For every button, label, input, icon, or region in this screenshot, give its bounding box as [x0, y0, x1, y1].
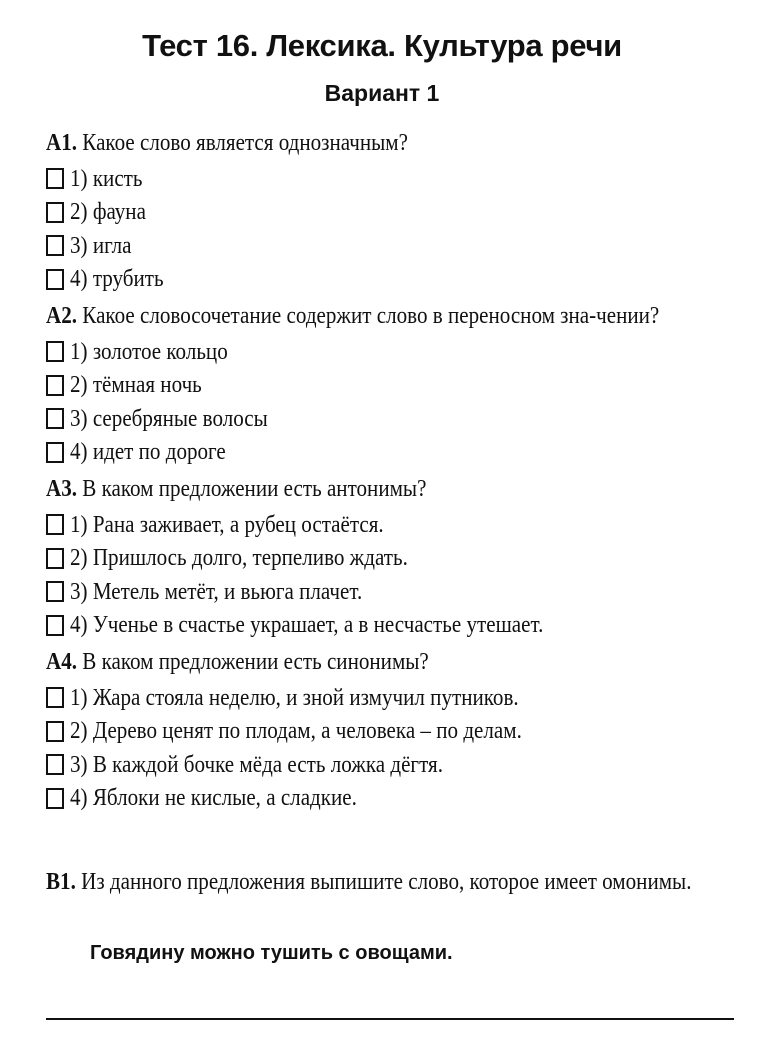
question-prompt: В каком предложении есть синонимы? [77, 648, 429, 675]
checkbox[interactable] [46, 615, 64, 636]
answer-option[interactable] [46, 609, 736, 643]
question-a1 [46, 127, 736, 296]
option-label: 2) Дерево ценят по плодам, а человека – по делам. [70, 717, 522, 745]
option-label: 2) фауна [70, 198, 146, 226]
option-label: 3) игла [70, 231, 132, 259]
checkbox[interactable] [46, 687, 64, 708]
answer-option[interactable] [46, 263, 736, 297]
option-label: 2) тёмная ночь [70, 371, 202, 399]
question-number: А4. [46, 648, 78, 675]
question-a3 [46, 473, 736, 642]
option-label: 2) Пришлось долго, терпеливо ждать. [70, 544, 408, 572]
question-a4 [46, 646, 736, 815]
checkbox[interactable] [46, 235, 64, 256]
checkbox[interactable] [46, 514, 64, 535]
answer-option[interactable] [46, 542, 736, 576]
checkbox[interactable] [46, 721, 64, 742]
question-text [46, 646, 734, 677]
question-text [46, 473, 734, 504]
option-label: 1) Рана заживает, а рубец остаётся. [70, 510, 384, 538]
checkbox[interactable] [46, 442, 64, 463]
option-label: 4) идет по дороге [70, 438, 226, 466]
option-label: 1) Жара стояла неделю, и зной измучил путников. [70, 683, 519, 711]
question-text [46, 866, 734, 897]
answer-option[interactable] [46, 436, 736, 470]
question-number: А3. [46, 475, 78, 502]
checkbox[interactable] [46, 375, 64, 396]
checkbox[interactable] [46, 168, 64, 189]
answer-option[interactable] [46, 681, 736, 715]
question-prompt: Из данного предложения выпишите слово, которое имеет омонимы. [75, 868, 692, 895]
answer-option[interactable] [46, 229, 736, 263]
question-text [46, 127, 734, 158]
answer-option[interactable] [46, 575, 736, 609]
option-label: 4) трубить [70, 265, 164, 293]
variant-heading: Вариант 1 [324, 80, 440, 106]
checkbox[interactable] [46, 408, 64, 429]
option-label: 3) Метель метёт, и вьюга плачет. [70, 577, 363, 605]
answer-option[interactable] [46, 715, 736, 749]
question-number: В1. [46, 868, 76, 895]
question-number: А2. [46, 302, 78, 329]
question-prompt: В каком предложении есть антонимы? [77, 475, 427, 502]
questions-list [46, 127, 736, 819]
checkbox[interactable] [46, 581, 64, 602]
question-text [46, 300, 734, 331]
page-title: Тест 16. Лексика. Культура речи [142, 28, 622, 63]
answer-option[interactable] [46, 748, 736, 782]
option-label: 1) кисть [70, 164, 143, 192]
answer-option[interactable] [46, 162, 736, 196]
answer-option[interactable] [46, 196, 736, 230]
checkbox[interactable] [46, 341, 64, 362]
checkbox[interactable] [46, 548, 64, 569]
question-a2 [46, 300, 736, 469]
option-label: 3) В каждой бочке мёда есть ложка дёгтя. [70, 750, 443, 778]
option-label: 3) серебряные волосы [70, 404, 268, 432]
answer-option[interactable] [46, 335, 736, 369]
answer-option[interactable] [46, 782, 736, 816]
question-prompt: Какое слово является однозначным? [77, 129, 408, 156]
checkbox[interactable] [46, 202, 64, 223]
answer-option[interactable] [46, 402, 736, 436]
checkbox[interactable] [46, 269, 64, 290]
checkbox[interactable] [46, 788, 64, 809]
given-sentence: Говядину можно тушить с овощами. [90, 942, 453, 964]
answer-line[interactable] [46, 1018, 734, 1020]
option-label: 4) Ученье в счастье украшает, а в несчастье утешает. [70, 611, 544, 639]
question-prompt: Какое словосочетание содержит слово в переносном зна-чении? [77, 302, 660, 329]
option-label: 4) Яблоки не кислые, а сладкие. [70, 784, 357, 812]
question-number: А1. [46, 129, 78, 156]
question-b1 [46, 866, 736, 897]
answer-option[interactable] [46, 369, 736, 403]
checkbox[interactable] [46, 754, 64, 775]
answer-option[interactable] [46, 508, 736, 542]
option-label: 1) золотое кольцо [70, 337, 228, 365]
